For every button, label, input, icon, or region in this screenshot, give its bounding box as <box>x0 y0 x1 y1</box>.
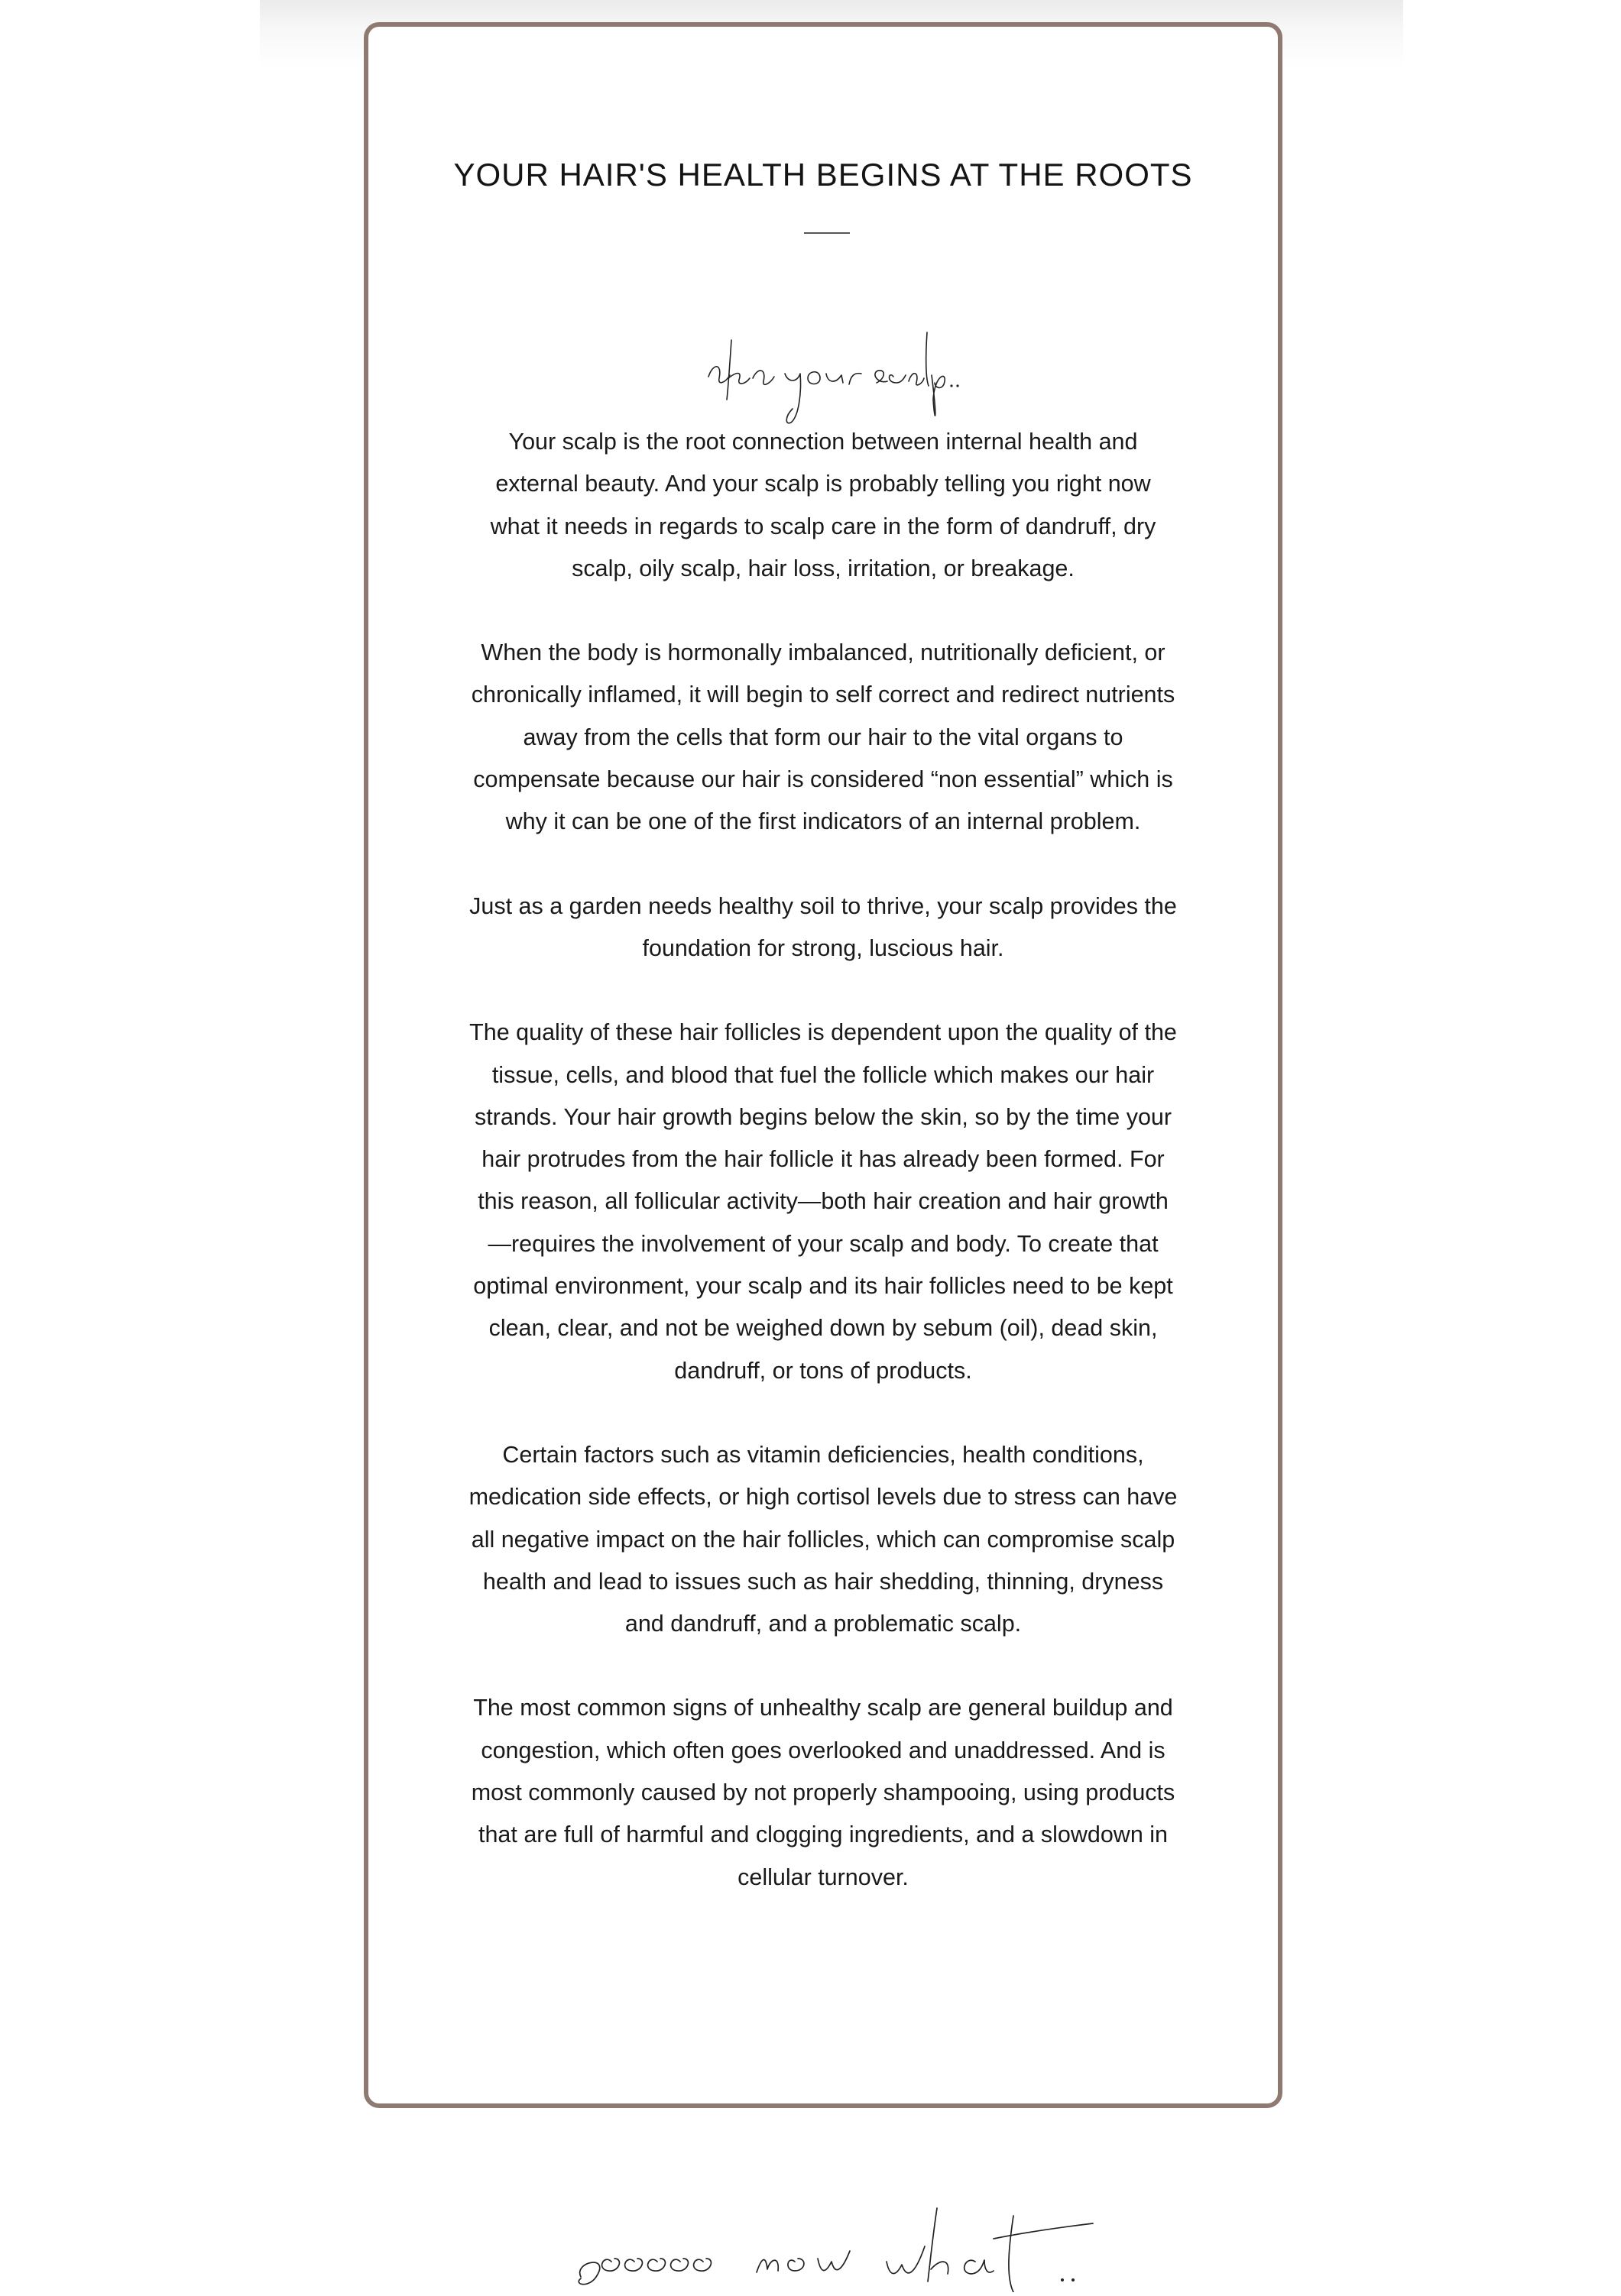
next-section-lettering <box>566 2185 1101 2292</box>
section-title: YOUR HAIR'S HEALTH BEGINS AT THE ROOTS <box>453 157 1193 193</box>
paragraph-factors: Certain factors such as vitamin deficiencies, health conditions, medication side effects, or high cortisol levels due to stress can have all negative impact on the hair follicles, which can compromise scalp health and lead to issues such as hair shedding, thinning, dryness and dandruff, and a problematic scalp. <box>468 1441 1178 1637</box>
script-heading-lettering <box>686 309 961 424</box>
paragraph-follicle-quality: The quality of these hair follicles is dependent upon the quality of the tissue, cells, and blood that fuel the follicle which makes our hair strands. Your hair growth begins below the skin, so by the time your hair protrudes from the hair follicle it has already been formed. For this reason, all follicular activity—both hair creation and hair growth—requires the involvement of your scalp and body. To create that optimal environment, your scalp and its hair follicles need to be kept clean, clear, and not be weighed down by sebum (oil), dead skin, dandruff, or tons of products. <box>469 1019 1177 1384</box>
script-heading <box>368 309 1278 428</box>
scalp-info-card <box>364 22 1282 2108</box>
body-text <box>468 421 1178 1941</box>
title-divider <box>804 232 850 234</box>
paragraph-scalp-root: Your scalp is the root connection between internal health and external beauty. And your scalp is probably telling you right now what it needs in regards to scalp care in the form of dandruff, dry scalp, oily scalp, hair loss, irritation, or breakage. <box>490 429 1156 581</box>
paragraph-body-imbalance: When the body is hormonally imbalanced, nutritionally deficient, or chronically inflamed, it will begin to self correct and redirect nutrients away from the cells that form our hair to the vital organs to compensate because our hair is considered “non essential” which is why it can be one of the first indicators of an internal problem. <box>471 640 1175 835</box>
paragraph-common-signs: The most common signs of unhealthy scalp are general buildup and congestion, which often goes overlooked and unaddressed. And is most commonly caused by not properly shampooing, using products that are full of harmful and clogging ingredients, and a slowdown in cellular turnover. <box>471 1695 1175 1890</box>
paragraph-garden: Just as a garden needs healthy soil to thrive, your scalp provides the foundation for strong, luscious hair. <box>469 892 1177 961</box>
next-section-script-heading <box>566 2185 1101 2292</box>
